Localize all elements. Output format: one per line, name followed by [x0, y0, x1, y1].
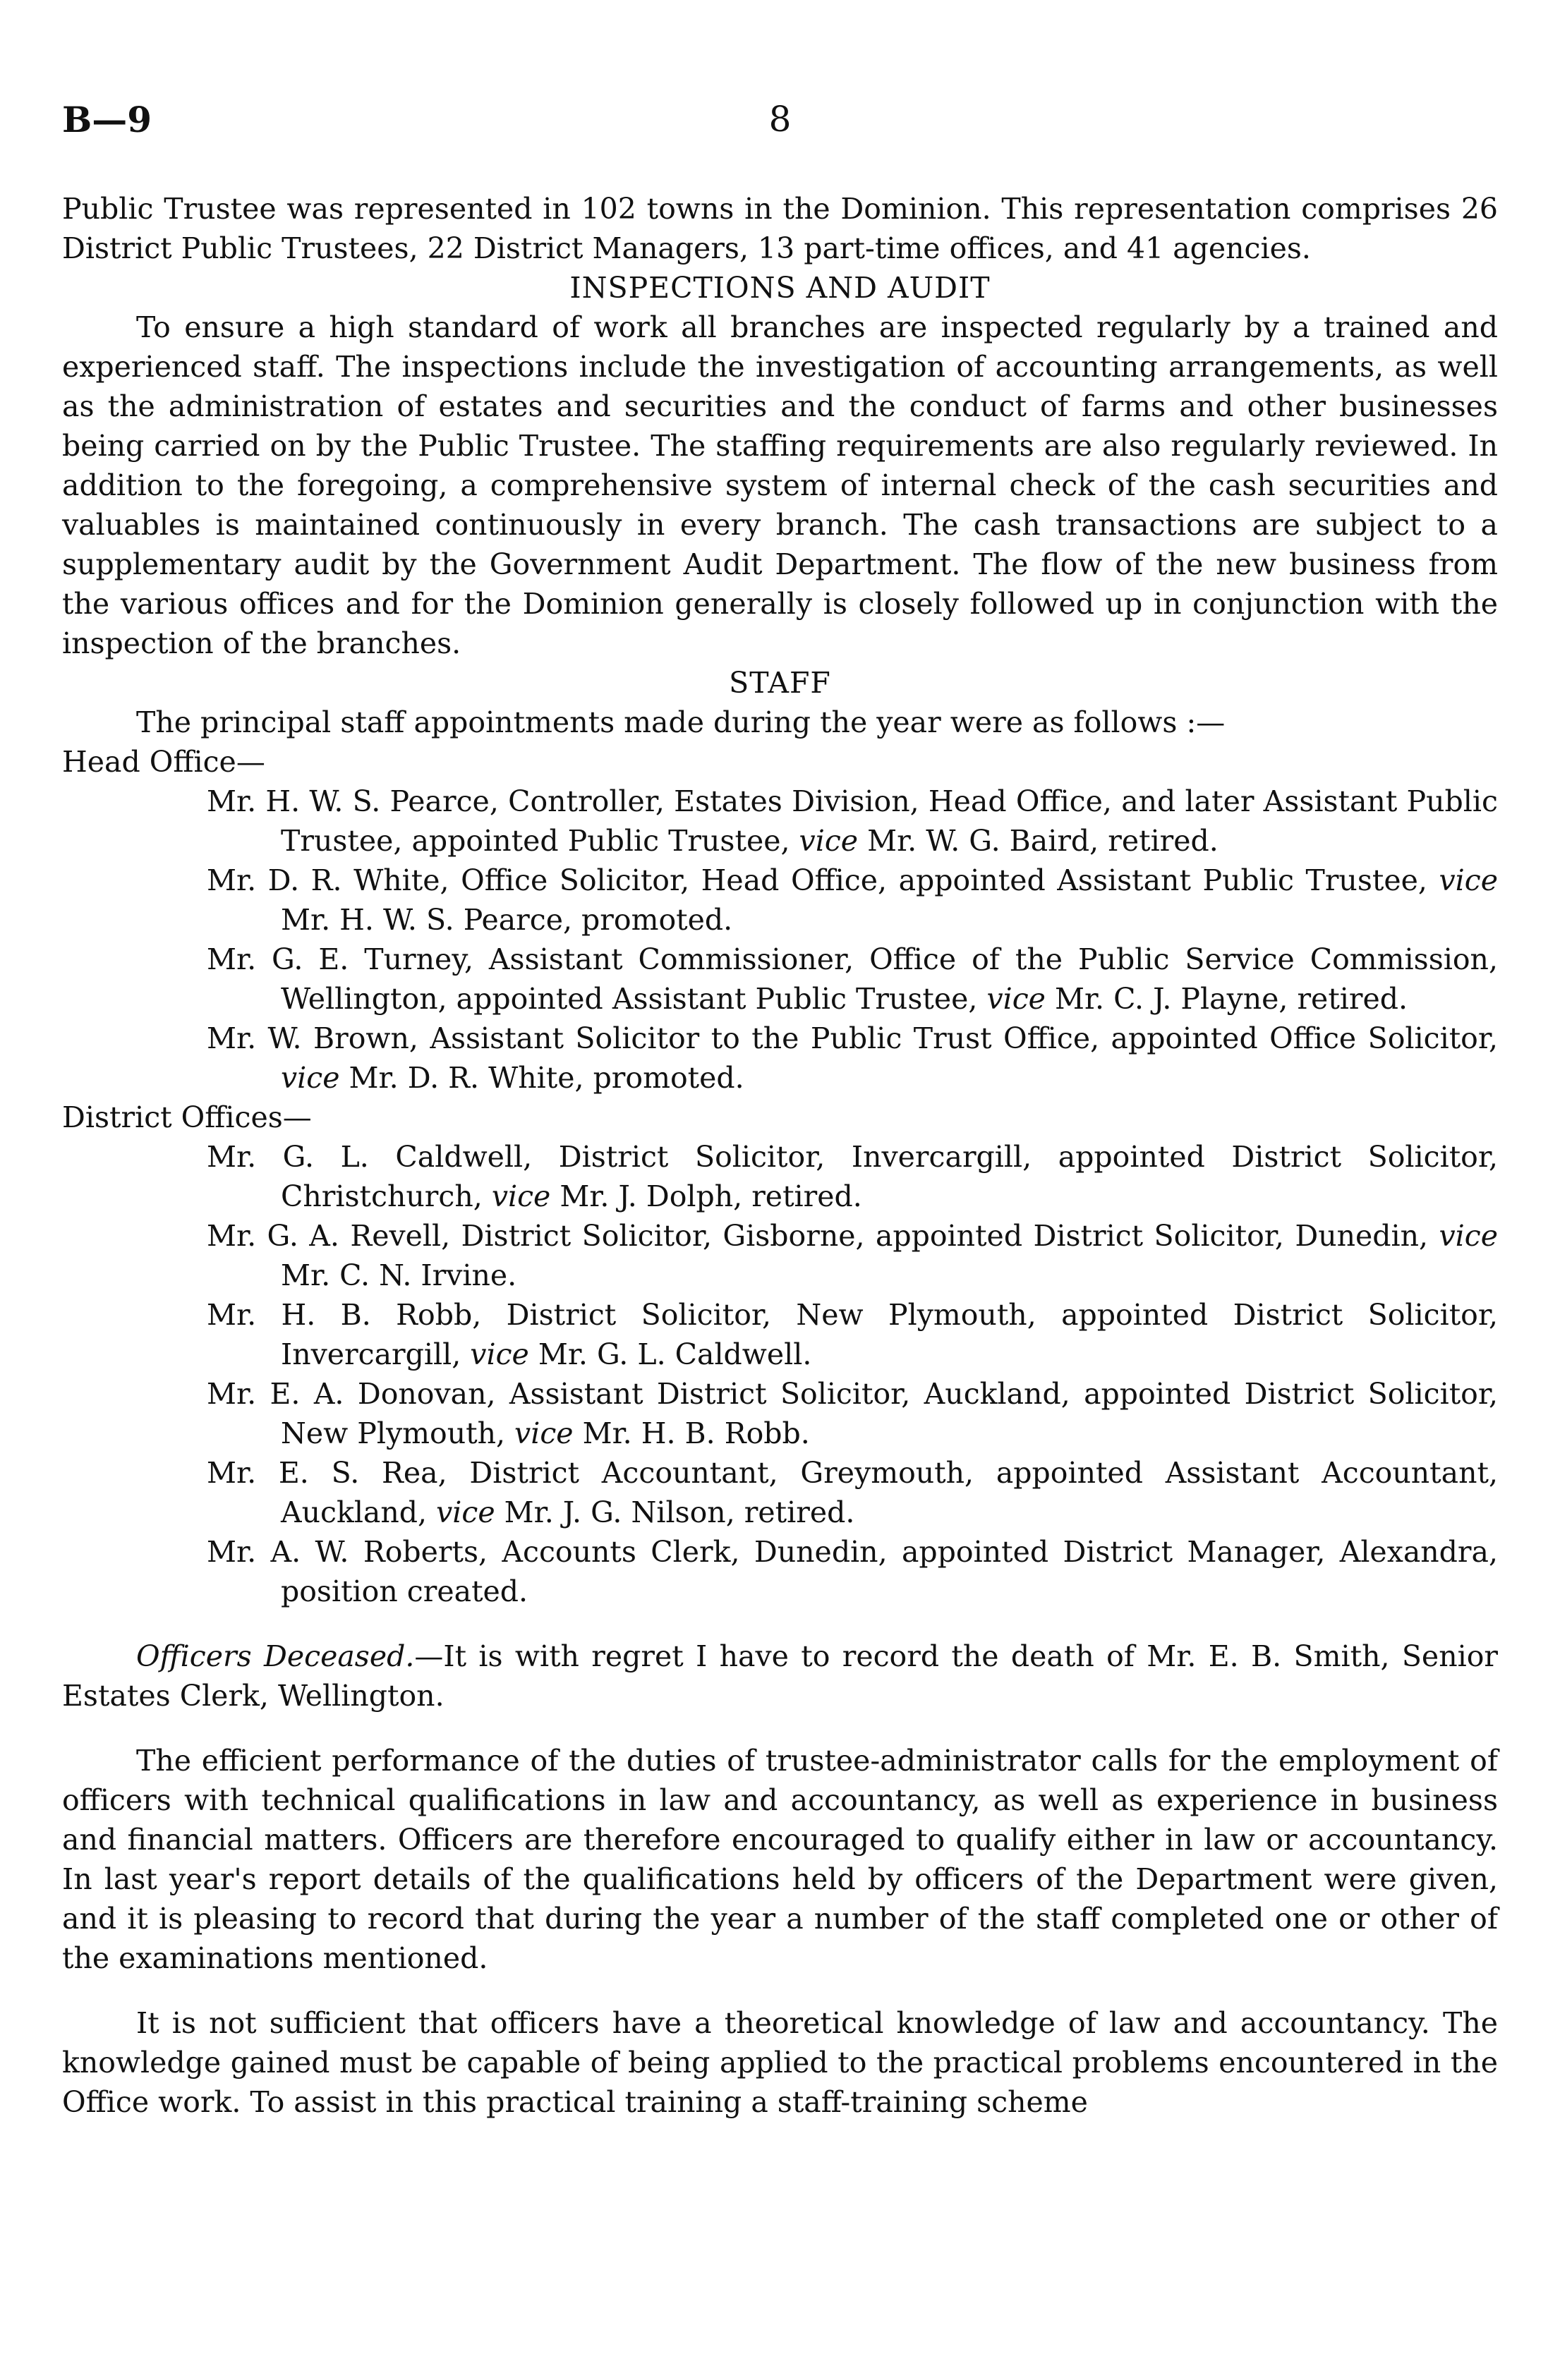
appointment-entry — [62, 1532, 1498, 1611]
appointment-text-end: Mr. J. G. Nilson, retired. — [495, 1495, 855, 1529]
appointment-text: Mr. H. W. S. Pearce, Controller, Estates Division, Head Office, and later Assistant Public Trustee, appointed Public Trustee, — [207, 784, 1498, 858]
appointment-text: Mr. A. W. Roberts, Accounts Clerk, Dunedin, appointed District Manager, Alexandra, position created. — [207, 1535, 1498, 1608]
paragraph-staff-intro: The principal staff appointments made during the year were as follows :— — [136, 705, 1226, 739]
appointment-text-end: Mr. H. B. Robb. — [573, 1416, 810, 1450]
appointment-vice: vice — [470, 1337, 529, 1371]
appointment-entry — [62, 782, 1498, 861]
appointment-text-end: Mr. D. R. White, promoted. — [339, 1061, 744, 1095]
body-text — [62, 189, 1498, 2122]
paragraph-training: It is not sufficient that officers have a theoretical knowledge of law and accountancy. The knowledge gained must be capable of being applied to the practical problems encountered in the Office work. To assist in this practical training a staff-training scheme — [62, 2006, 1498, 2119]
appointment-entry — [62, 940, 1498, 1019]
paragraph-inspections: To ensure a high standard of work all branches are inspected regularly by a trained and experienced staff. The inspections include the investigation of accounting arrangements, as well as the administration of estates and securities and the conduct of farms and other businesses being carried on by the Public Trustee. The staffing requirements are also regularly reviewed. In addition to the foregoing, a comprehensive system of internal check of the cash securities and valuables is maintained continuously in every branch. The cash transactions are subject to a supplementary audit by the Government Audit Department. The flow of the new business from the various offices and for the Dominion generally is closely followed up in conjunction with the inspection of the branches. — [62, 310, 1498, 660]
heading-staff: STAFF — [729, 666, 831, 700]
appointment-text: Mr. H. B. Robb, District Solicitor, New Plymouth, appointed District Solicitor, Invercargill, — [207, 1298, 1498, 1371]
running-head — [62, 99, 1498, 148]
appointment-text: Mr. G. L. Caldwell, District Solicitor, Invercargill, appointed District Solicitor, Christchurch, — [207, 1140, 1498, 1213]
appointment-entry — [62, 1137, 1498, 1216]
officers-deceased-label: Officers Deceased. — [136, 1639, 415, 1673]
heading-inspections-and-audit: INSPECTIONS AND AUDIT — [569, 271, 991, 305]
appointment-entry — [62, 1453, 1498, 1532]
appointment-text: Mr. G. E. Turney, Assistant Commissioner, Office of the Public Service Commission, Wellington, appointed Assistant Public Trustee, — [207, 942, 1498, 1016]
appointment-text-end: Mr. C. J. Playne, retired. — [1045, 982, 1408, 1016]
appointment-text-end: Mr. J. Dolph, retired. — [550, 1179, 862, 1213]
appointment-vice: vice — [799, 824, 859, 858]
appointment-text: Mr. W. Brown, Assistant Solicitor to the Public Trust Office, appointed Office Solicitor, — [207, 1021, 1498, 1055]
appointment-vice: vice — [491, 1179, 551, 1213]
appointment-vice: vice — [281, 1061, 340, 1095]
appointment-entry — [62, 1216, 1498, 1295]
appointment-vice: vice — [986, 982, 1046, 1016]
appointment-text-end: Mr. G. L. Caldwell. — [528, 1337, 812, 1371]
appointment-text: Mr. E. A. Donovan, Assistant District Solicitor, Auckland, appointed District Solicitor, New Plymouth, — [207, 1377, 1498, 1450]
officers-deceased-text: —It is with regret I have to record the death of Mr. E. B. Smith, Senior Estates Clerk, Wellington. — [62, 1639, 1499, 1713]
appointment-entry — [62, 861, 1498, 940]
paragraph-officers-deceased — [62, 1637, 1498, 1716]
appointment-entry — [62, 1374, 1498, 1453]
appointment-entry — [62, 1295, 1498, 1374]
appointment-text: Mr. G. A. Revell, District Solicitor, Gisborne, appointed District Solicitor, Dunedin, — [207, 1219, 1439, 1253]
appointment-text: Mr. E. S. Rea, District Accountant, Greymouth, appointed Assistant Accountant, Auckland, — [207, 1456, 1498, 1529]
document-code: B—9 — [62, 99, 152, 140]
appointment-entry — [62, 1019, 1498, 1098]
paragraph-qualifications: The efficient performance of the duties of trustee-administrator calls for the employment of officers with technical qualifications in law and accountancy, as well as experience in business and financial matters. Officers are therefore encouraged to qualify either in law or accountancy. In last year's report details of the qualifications held by officers of the Department were given, and it is pleasing to record that during the year a number of the staff completed one or other of the examinations mentioned. — [62, 1744, 1498, 1975]
district-offices-label: District Offices— — [62, 1100, 312, 1134]
page-number: 8 — [768, 99, 792, 140]
appointment-text: Mr. D. R. White, Office Solicitor, Head Office, appointed Assistant Public Trustee, — [207, 863, 1439, 897]
paragraph-representation: Public Trustee was represented in 102 towns in the Dominion. This representation comprises 26 District Public Trustees, 22 District Managers, 13 part-time offices, and 41 agencies. — [62, 192, 1498, 265]
head-office-label: Head Office— — [62, 745, 265, 779]
appointment-text-end: Mr. H. W. S. Pearce, promoted. — [281, 903, 733, 937]
appointment-vice: vice — [436, 1495, 495, 1529]
appointment-vice: vice — [514, 1416, 574, 1450]
appointment-vice: vice — [1439, 863, 1498, 897]
appointment-text-end: Mr. W. G. Baird, retired. — [858, 824, 1219, 858]
appointment-text-end: Mr. C. N. Irvine. — [281, 1258, 517, 1292]
appointment-vice: vice — [1439, 1219, 1498, 1253]
